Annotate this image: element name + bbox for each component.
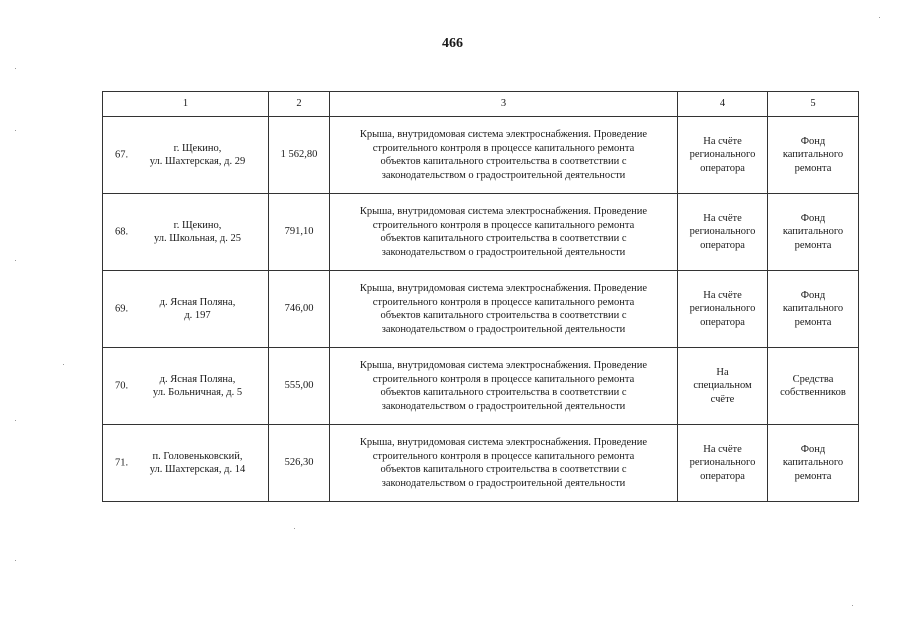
fund-line: капитального — [782, 303, 844, 315]
scan-speck — [15, 560, 16, 561]
account-line: На счёте — [703, 289, 742, 301]
account-line: регионального — [689, 457, 756, 469]
work-description — [330, 117, 678, 194]
address-line-1: д. Ясная Поляна, — [159, 296, 236, 308]
work-line: строительного контроля в процессе капитального ремонта — [372, 142, 635, 154]
scan-speck — [852, 605, 853, 606]
table-row — [103, 425, 859, 502]
address-line-2: ул. Шахтерская, д. 29 — [149, 156, 246, 167]
account-line: оператора — [700, 162, 745, 174]
address-line-1: п. Головеньковский, — [152, 450, 243, 462]
funding-source — [768, 194, 859, 271]
account-line: оператора — [700, 239, 745, 251]
account-line: оператора — [700, 316, 745, 328]
account-type — [678, 271, 768, 348]
work-line: законодательством о градостроительной деятельности — [381, 169, 626, 181]
funding-source — [768, 348, 859, 425]
scan-speck — [294, 528, 295, 529]
work-line: объектов капитального строительства в соответствии с — [380, 387, 627, 398]
work-line: строительного контроля в процессе капитального ремонта — [372, 296, 635, 308]
header-col-3: 3 — [330, 92, 678, 117]
work-line: Крыша, внутридомовая система электроснабжения. Проведение — [359, 360, 648, 371]
row-number: 67. — [115, 149, 129, 161]
fund-line: Фонд — [800, 443, 826, 455]
account-line: На — [716, 366, 729, 378]
account-type — [678, 348, 768, 425]
scan-speck — [15, 68, 16, 69]
work-line: объектов капитального строительства в соответствии с — [380, 233, 627, 244]
work-line: объектов капитального строительства в соответствии с — [380, 464, 627, 475]
account-type — [678, 425, 768, 502]
work-line: законодательством о градостроительной деятельности — [381, 323, 626, 335]
scan-speck — [15, 130, 16, 131]
funding-source — [768, 425, 859, 502]
table-row — [103, 348, 859, 425]
area-value: 526,30 — [269, 425, 330, 502]
header-col-1: 1 — [103, 92, 269, 117]
header-col-2: 2 — [269, 92, 330, 117]
scan-speck — [879, 17, 880, 18]
row-number: 71. — [115, 457, 129, 469]
work-line: строительного контроля в процессе капитального ремонта — [372, 373, 635, 385]
account-line: На счёте — [703, 212, 742, 224]
address-cell — [103, 117, 269, 194]
repair-plan-table — [102, 91, 859, 502]
header-col-4: 4 — [678, 92, 768, 117]
fund-line: ремонта — [794, 316, 832, 328]
page-number: 466 — [442, 36, 463, 51]
fund-line: Фонд — [800, 289, 826, 301]
account-line: На счёте — [703, 443, 742, 455]
account-line: оператора — [700, 470, 745, 482]
fund-line: капитального — [782, 149, 844, 161]
work-line: строительного контроля в процессе капитального ремонта — [372, 450, 635, 462]
work-description — [330, 348, 678, 425]
scan-speck — [15, 260, 16, 261]
work-line: законодательством о градостроительной деятельности — [381, 400, 626, 412]
fund-line: Средства — [792, 373, 834, 385]
area-value: 555,00 — [269, 348, 330, 425]
work-line: Крыша, внутридомовая система электроснабжения. Проведение — [359, 129, 648, 140]
address-line-2: ул. Школьная, д. 25 — [153, 233, 242, 244]
fund-line: Фонд — [800, 135, 826, 147]
account-line: специальном — [693, 380, 752, 392]
fund-line: ремонта — [794, 162, 832, 174]
address-line-1: г. Щекино, — [173, 142, 222, 154]
work-line: объектов капитального строительства в соответствии с — [380, 310, 627, 321]
address-line-1: г. Щекино, — [173, 219, 222, 231]
account-line: На счёте — [703, 135, 742, 147]
account-line: регионального — [689, 226, 756, 238]
row-number: 70. — [115, 380, 129, 392]
table-row — [103, 271, 859, 348]
address-cell — [103, 271, 269, 348]
work-line: Крыша, внутридомовая система электроснабжения. Проведение — [359, 206, 648, 217]
work-description — [330, 271, 678, 348]
work-line: строительного контроля в процессе капитального ремонта — [372, 219, 635, 231]
area-value: 1 562,80 — [269, 117, 330, 194]
address-line-2: ул. Шахтерская, д. 14 — [149, 464, 246, 475]
account-type — [678, 117, 768, 194]
fund-line: собственников — [780, 387, 846, 398]
account-line: регионального — [689, 303, 756, 315]
header-col-5: 5 — [768, 92, 859, 117]
scan-speck — [63, 364, 64, 365]
work-description — [330, 425, 678, 502]
address-line-2: д. 197 — [184, 310, 211, 321]
area-value: 791,10 — [269, 194, 330, 271]
address-cell — [103, 194, 269, 271]
work-line: объектов капитального строительства в соответствии с — [380, 156, 627, 167]
fund-line: капитального — [782, 457, 844, 469]
address-cell — [103, 425, 269, 502]
fund-line: ремонта — [794, 470, 832, 482]
address-line-1: д. Ясная Поляна, — [159, 373, 236, 385]
funding-source — [768, 117, 859, 194]
fund-line: капитального — [782, 226, 844, 238]
address-cell — [103, 348, 269, 425]
area-value: 746,00 — [269, 271, 330, 348]
fund-line: Фонд — [800, 212, 826, 224]
table-row — [103, 194, 859, 271]
work-line: законодательством о градостроительной деятельности — [381, 246, 626, 258]
table-row — [103, 117, 859, 194]
account-type — [678, 194, 768, 271]
scan-speck — [15, 420, 16, 421]
funding-source — [768, 271, 859, 348]
work-description — [330, 194, 678, 271]
work-line: Крыша, внутридомовая система электроснабжения. Проведение — [359, 283, 648, 294]
fund-line: ремонта — [794, 239, 832, 251]
row-number: 69. — [115, 303, 129, 315]
account-line: счёте — [710, 393, 735, 405]
work-line: законодательством о градостроительной деятельности — [381, 477, 626, 489]
header-row — [103, 92, 859, 117]
row-number: 68. — [115, 226, 129, 238]
work-line: Крыша, внутридомовая система электроснабжения. Проведение — [359, 437, 648, 448]
account-line: регионального — [689, 149, 756, 161]
address-line-2: ул. Больничная, д. 5 — [152, 387, 243, 398]
